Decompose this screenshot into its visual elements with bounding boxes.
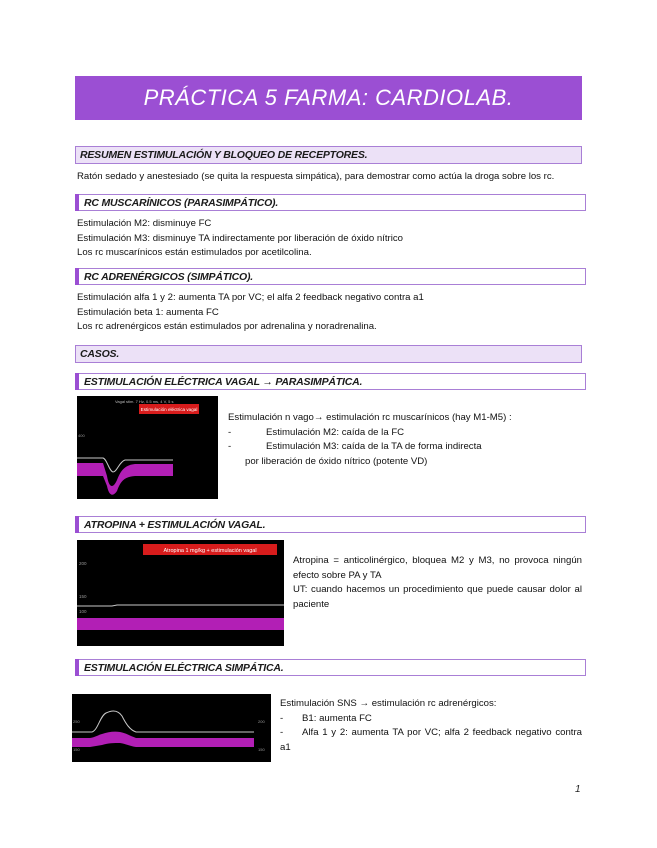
atropine-panel-label: Atropina 1 mg/kg + estimulación vagal xyxy=(163,548,257,554)
sympathetic-pressure-trace xyxy=(72,732,254,747)
atropine-text-1: Atropina = anticolinérgico, bloquea M2 y M3, no provoca ningún efecto sobre PA y TA xyxy=(293,555,582,581)
symp-axis-right-1: 200 xyxy=(258,719,265,724)
adrenergic-text xyxy=(77,291,424,335)
title-banner xyxy=(75,76,582,120)
vagal-intro: Estimulación n vago→ estimulación rc muscarínicos (hay M1-M5) : xyxy=(228,412,512,423)
muscarinic-line: Estimulación M3: disminuye TA indirectamente por liberación de óxido nítrico xyxy=(77,232,403,244)
summary-text: Ratón sedado y anestesiado (se quita la respuesta simpática), para demostrar como actúa la droga sobre los rc. xyxy=(77,171,555,182)
muscarinic-line: Los rc muscarínicos están estimulados por acetilcolina. xyxy=(77,247,312,258)
bullet-dash: - xyxy=(280,727,284,738)
atropine-axis-1: 200 xyxy=(79,561,87,566)
page-title: PRÁCTICA 5 FARMA: CARDIOLAB. xyxy=(143,85,514,110)
sympathetic-title: ESTIMULACIÓN ELÉCTRICA SIMPÁTICA. xyxy=(84,661,284,674)
vagal-title: ESTIMULACIÓN ELÉCTRICA VAGAL → PARASIMPÁTICA. xyxy=(84,375,363,388)
atropine-trace-panel xyxy=(77,540,284,646)
vagal-axis-top: 400 xyxy=(78,433,85,438)
bullet-dash: - xyxy=(228,441,232,452)
vagal-trace-svg xyxy=(77,396,218,499)
section-summary-heading xyxy=(75,146,582,164)
vagal-b2: Estimulación M3: caída de la TA de forma indirecta xyxy=(266,441,482,452)
atropine-trace-svg xyxy=(77,540,284,646)
sympathetic-bullet-2 xyxy=(280,726,582,755)
atropine-heading xyxy=(75,516,586,533)
vagal-panel-label: Estimulación eléctrica vagal xyxy=(140,407,198,412)
atropine-hr-trace xyxy=(77,605,284,606)
sympathetic-trace-svg xyxy=(72,694,271,762)
sympathetic-text xyxy=(280,697,582,755)
atropine-title: ATROPINA + ESTIMULACIÓN VAGAL. xyxy=(84,518,266,531)
adrenergic-heading xyxy=(75,268,586,285)
vagal-heading xyxy=(75,373,586,390)
section-summary-title: RESUMEN ESTIMULACIÓN Y BLOQUEO DE RECEPTORES. xyxy=(80,149,368,161)
vagal-bullet-1 xyxy=(228,426,586,441)
atropine-text-2: UT: cuando hacemos un procedimiento que puede causar dolor al paciente xyxy=(293,584,582,610)
page-number: 1 xyxy=(575,784,581,795)
sympathetic-hr-trace xyxy=(72,711,254,732)
section-cases-heading xyxy=(75,345,582,363)
vagal-b2-cont: por liberación de óxido nítrico (potente VD) xyxy=(245,455,428,467)
sympathetic-b2: Alfa 1 y 2: aumenta TA por VC; alfa 2 feedback negativo contra a1 xyxy=(280,727,582,753)
bullet-dash: - xyxy=(280,712,284,724)
sympathetic-b1: B1: aumenta FC xyxy=(302,712,372,724)
adrenergic-line: Estimulación alfa 1 y 2: aumenta TA por VC; el alfa 2 feedback negativo contra a1 xyxy=(77,292,424,303)
bullet-dash: - xyxy=(228,426,232,438)
vagal-trace-panel xyxy=(77,396,218,499)
muscarinic-line: Estimulación M2: disminuye FC xyxy=(77,218,212,229)
vagal-panel-header: Vagal stim. 7 Hz, 0.5 ms, 4 V, 5 s xyxy=(115,399,174,404)
sympathetic-trace-panel xyxy=(72,694,271,762)
symp-axis-right-2: 150 xyxy=(258,747,265,752)
atropine-pressure-trace xyxy=(77,618,284,630)
symp-axis-left-1: 250 xyxy=(73,719,80,724)
symp-axis-left-2: 150 xyxy=(73,747,80,752)
sympathetic-bullet-1 xyxy=(280,712,582,727)
sympathetic-intro: Estimulación SNS → estimulación rc adrenérgicos: xyxy=(280,698,497,709)
atropine-text xyxy=(293,554,582,612)
sympathetic-heading xyxy=(75,659,586,676)
section-cases-title: CASOS. xyxy=(80,348,120,360)
atropine-axis-3: 100 xyxy=(79,609,87,614)
adrenergic-line: Estimulación beta 1: aumenta FC xyxy=(77,306,219,318)
vagal-bullet-2 xyxy=(228,440,586,455)
adrenergic-line: Los rc adrenérgicos están estimulados por adrenalina y noradrenalina. xyxy=(77,321,377,332)
muscarinic-text xyxy=(77,217,403,261)
adrenergic-title: RC ADRENÉRGICOS (SIMPÁTICO). xyxy=(84,270,254,283)
muscarinic-title: RC MUSCARÍNICOS (PARASIMPÁTICO). xyxy=(84,196,279,209)
vagal-text xyxy=(228,411,586,469)
atropine-axis-2: 150 xyxy=(79,594,87,599)
muscarinic-heading xyxy=(75,194,586,211)
vagal-b1: Estimulación M2: caída de la FC xyxy=(266,426,405,438)
vagal-pressure-trace xyxy=(77,463,173,495)
